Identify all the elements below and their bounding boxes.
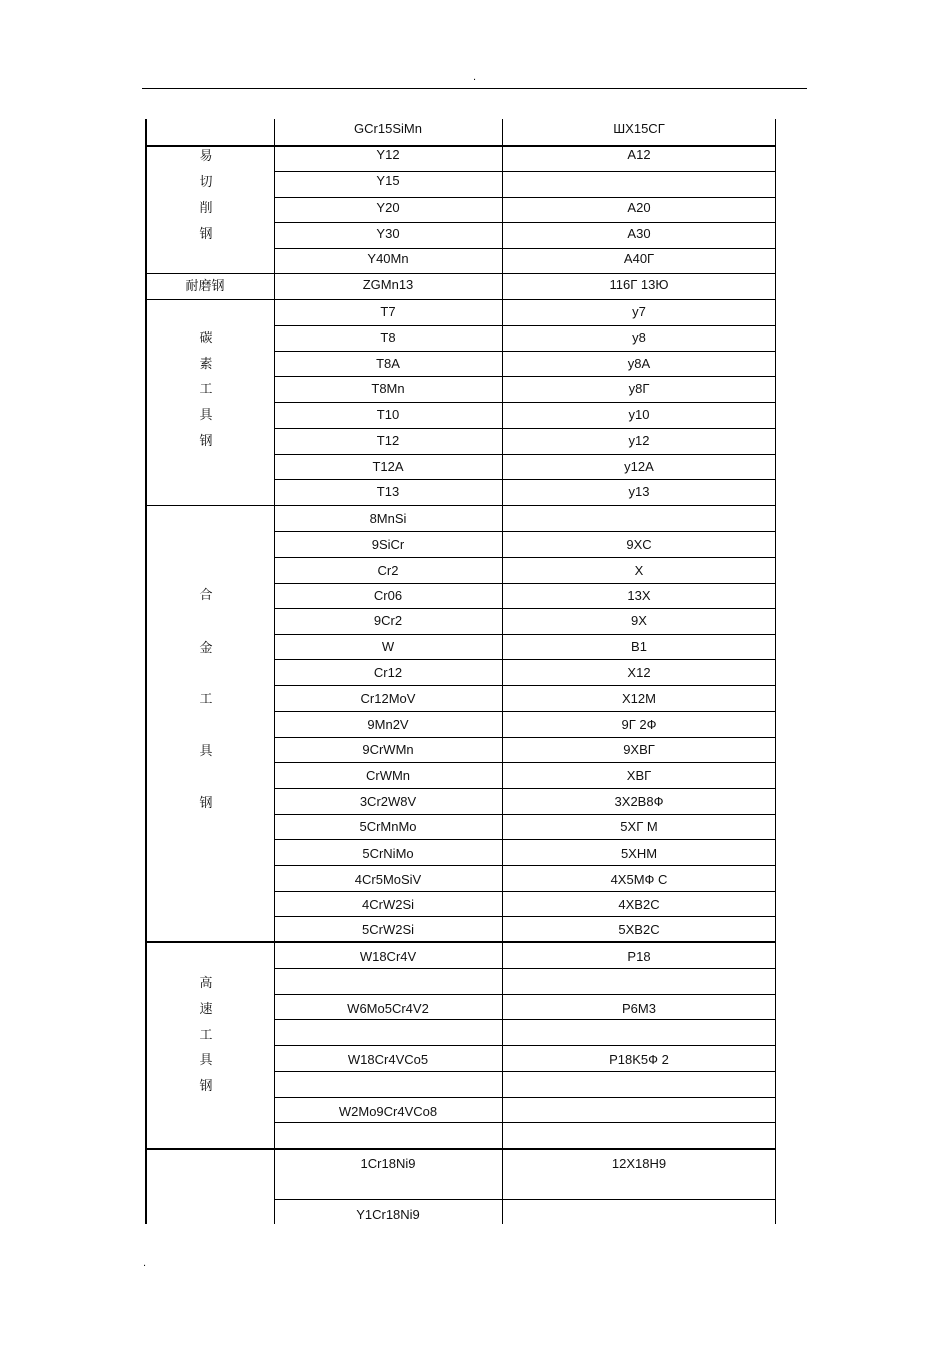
- russian-grade-cell: 5XB2C: [618, 922, 660, 937]
- russian-grade-cell: 5XHM: [620, 846, 658, 861]
- russian-grade-cell: P18K5Ф 2: [609, 1052, 669, 1067]
- russian-grade-cell: 5XГ M: [620, 819, 658, 834]
- chinese-grade-cell: T8: [380, 330, 396, 345]
- category-label-char: 素: [199, 356, 213, 371]
- category-label-char: 工: [199, 381, 213, 396]
- russian-grade-cell: 4XB2C: [618, 897, 660, 912]
- russian-grade-cell: P6M3: [622, 1001, 656, 1016]
- russian-grade-cell: y8Г: [628, 381, 650, 396]
- chinese-grade-cell: 9SiCr: [371, 537, 405, 552]
- russian-grade-cell: 13X: [627, 588, 651, 603]
- row-divider: [274, 814, 776, 815]
- category-label-char: 金: [199, 640, 213, 655]
- chinese-grade-cell: T8Mn: [371, 381, 405, 396]
- category-label-char: 工: [199, 1027, 213, 1042]
- chinese-grade-cell: 5CrNiMo: [362, 846, 414, 861]
- russian-grade-cell: y8A: [627, 356, 651, 371]
- russian-grade-cell: 12X18H9: [611, 1156, 667, 1171]
- russian-grade-cell: A30: [627, 226, 651, 241]
- row-divider: [274, 222, 776, 223]
- russian-grade-cell: 116Г 13Ю: [609, 277, 669, 292]
- category-divider: [145, 1148, 776, 1150]
- row-divider: [274, 197, 776, 198]
- chinese-grade-cell: 5CrW2Si: [361, 922, 415, 937]
- row-divider: [274, 994, 776, 995]
- russian-grade-cell: P18: [627, 949, 651, 964]
- category-label-char: 具: [199, 1052, 213, 1067]
- row-divider: [274, 891, 776, 892]
- row-divider: [274, 1122, 776, 1123]
- russian-grade-cell: 9X: [631, 613, 647, 628]
- category-label-char: 削: [199, 200, 213, 215]
- category-label-char: 碳: [199, 330, 213, 345]
- chinese-grade-cell: CrWMn: [365, 768, 411, 783]
- table-border-right: [775, 119, 776, 1224]
- category-label-char: 钢: [199, 226, 213, 241]
- category-label-char: 合: [199, 587, 213, 602]
- row-divider: [274, 454, 776, 455]
- chinese-grade-cell: Cr06: [373, 588, 403, 603]
- row-divider: [274, 531, 776, 532]
- russian-grade-cell: 9XBГ: [623, 742, 655, 757]
- russian-grade-cell: A20: [627, 200, 651, 215]
- column-divider-2: [502, 119, 503, 1224]
- category-label-char: 钢: [199, 795, 213, 810]
- row-divider: [274, 608, 776, 609]
- chinese-grade-cell: Cr2: [377, 563, 399, 578]
- category-divider: [145, 273, 776, 274]
- row-divider: [274, 685, 776, 686]
- russian-grade-cell: A12: [627, 147, 651, 162]
- russian-grade-cell: XBГ: [626, 768, 652, 783]
- row-divider: [274, 376, 776, 377]
- row-divider: [274, 916, 776, 917]
- chinese-grade-cell: Y20: [376, 200, 400, 215]
- chinese-grade-cell: GCr15SiMn: [354, 121, 422, 136]
- category-label-char: 切: [199, 174, 213, 189]
- row-divider: [274, 402, 776, 403]
- category-label-char: 易: [199, 148, 213, 163]
- russian-grade-cell: 4X5MФ C: [610, 872, 668, 887]
- category-label-char: 钢: [199, 1078, 213, 1093]
- row-divider: [274, 351, 776, 352]
- chinese-grade-cell: T7: [380, 304, 396, 319]
- row-divider: [274, 557, 776, 558]
- chinese-grade-cell: 5CrMnMo: [359, 819, 417, 834]
- table-border-left: [145, 119, 147, 1224]
- chinese-grade-cell: 4CrW2Si: [361, 897, 415, 912]
- chinese-grade-cell: T10: [376, 407, 400, 422]
- row-divider: [274, 1045, 776, 1046]
- chinese-grade-cell: T12: [376, 433, 400, 448]
- column-divider-1: [274, 119, 275, 1224]
- row-divider: [274, 1019, 776, 1020]
- russian-grade-cell: 9XC: [626, 537, 652, 552]
- chinese-grade-cell: Cr12: [373, 665, 403, 680]
- chinese-grade-cell: Y15: [376, 173, 400, 188]
- chinese-grade-cell: Y30: [376, 226, 400, 241]
- row-divider: [274, 1071, 776, 1072]
- row-divider: [274, 325, 776, 326]
- chinese-grade-cell: W2Mo9Cr4VCo8: [338, 1104, 438, 1119]
- russian-grade-cell: ШX15СГ: [613, 121, 665, 136]
- category-divider: [145, 145, 776, 147]
- row-divider: [274, 711, 776, 712]
- category-divider: [145, 941, 776, 943]
- chinese-grade-cell: 3Cr2W8V: [359, 794, 417, 809]
- russian-grade-cell: y12A: [624, 459, 654, 474]
- chinese-grade-cell: T13: [376, 484, 400, 499]
- chinese-grade-cell: ZGMn13: [362, 277, 414, 292]
- category-label-char: 耐磨钢: [185, 278, 225, 293]
- chinese-grade-cell: 9CrWMn: [362, 742, 414, 757]
- russian-grade-cell: y10: [628, 407, 650, 422]
- chinese-grade-cell: 4Cr5MoSiV: [354, 872, 422, 887]
- chinese-grade-cell: Cr12MoV: [360, 691, 416, 706]
- category-label-char: 钢: [199, 433, 213, 448]
- category-label-char: 工: [199, 691, 213, 706]
- russian-grade-cell: 3X2B8Ф: [614, 794, 664, 809]
- russian-grade-cell: y8: [632, 330, 646, 345]
- row-divider: [274, 1199, 776, 1200]
- chinese-grade-cell: 8MnSi: [369, 511, 407, 526]
- category-label-char: 高: [199, 975, 213, 990]
- category-label-char: 具: [199, 743, 213, 758]
- row-divider: [274, 583, 776, 584]
- row-divider: [274, 737, 776, 738]
- row-divider: [274, 839, 776, 840]
- category-divider: [145, 299, 776, 300]
- row-divider: [274, 762, 776, 763]
- row-divider: [274, 865, 776, 866]
- russian-grade-cell: X: [634, 563, 644, 578]
- chinese-grade-cell: Y12: [376, 147, 400, 162]
- russian-grade-cell: X12: [627, 665, 651, 680]
- russian-grade-cell: A40Г: [623, 251, 655, 266]
- row-divider: [274, 634, 776, 635]
- chinese-grade-cell: W18Cr4V: [359, 949, 417, 964]
- category-label-char: 具: [199, 407, 213, 422]
- row-divider: [274, 659, 776, 660]
- chinese-grade-cell: 9Mn2V: [367, 717, 409, 732]
- chinese-grade-cell: T12A: [372, 459, 404, 474]
- russian-grade-cell: y7: [632, 304, 646, 319]
- chinese-grade-cell: Y1Cr18Ni9: [356, 1207, 420, 1222]
- chinese-grade-cell: T8A: [376, 356, 400, 371]
- russian-grade-cell: y12: [628, 433, 650, 448]
- footer-mark: .: [143, 1257, 147, 1269]
- row-divider: [274, 968, 776, 969]
- row-divider: [274, 788, 776, 789]
- chinese-grade-cell: W18Cr4VCo5: [347, 1052, 429, 1067]
- header-mark: .: [473, 71, 477, 83]
- category-divider: [145, 505, 776, 506]
- chinese-grade-cell: W: [381, 639, 395, 654]
- russian-grade-cell: X12M: [622, 691, 656, 706]
- row-divider: [274, 171, 776, 172]
- chinese-grade-cell: 1Cr18Ni9: [360, 1156, 416, 1171]
- russian-grade-cell: y13: [628, 484, 650, 499]
- russian-grade-cell: 9Г 2Ф: [621, 717, 657, 732]
- chinese-grade-cell: Y40Mn: [367, 251, 409, 266]
- russian-grade-cell: B1: [631, 639, 647, 654]
- row-divider: [274, 1097, 776, 1098]
- row-divider: [274, 428, 776, 429]
- category-label-char: 速: [199, 1001, 213, 1016]
- chinese-grade-cell: 9Cr2: [373, 613, 403, 628]
- row-divider: [274, 248, 776, 249]
- row-divider: [274, 479, 776, 480]
- chinese-grade-cell: W6Mo5Cr4V2: [347, 1001, 429, 1016]
